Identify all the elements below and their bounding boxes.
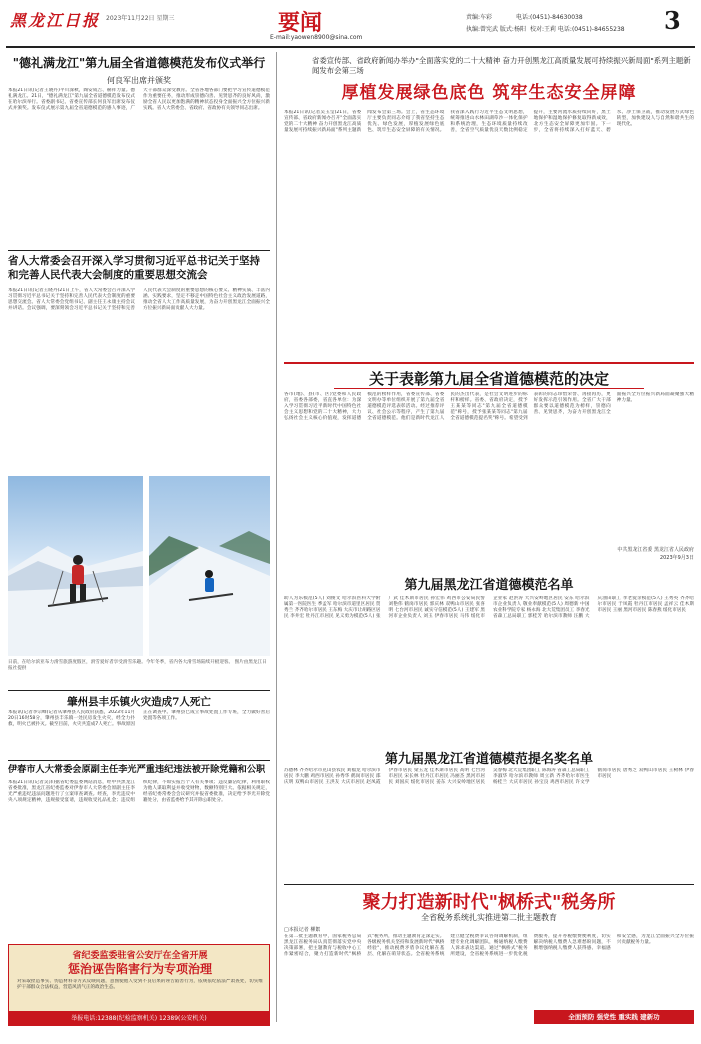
list1-body: 助人为乐模范(5人) 刘俊文 哈尔滨医科大学附属第一医院医生 季孟军 哈尔滨市道里区居民 贺秀兰 齐齐哈尔市居民 王东梅 大庆市让胡路区居民 李井宏 牡丹江市居民 见义勇为模范(5人) 张广武 佳木斯市居民 孙宏伟 鸡西市公安局民警 刘艳伟 鹤岗市居民 郭庆林 双鸭山市居民 张喜明 七台河市居民 诚实守信模范(5人) 王建军 黑河市企业负责人 刘玉 伊春市居民 马伟 绥化市企业家 赵洪涛 大兴安岭地区居民 安东 哈尔滨市企业负责人 敬业奉献模范(5人) 周德新 中国农业科学院专家 杨永海 北大荒集团员工 李春光 省森工总局职工 郭桂芳 哈尔滨市教师 汪鹏 大庆油田职工 孝老爱亲模范(5人) 王秀英 齐齐哈尔市居民 于凤霞 牡丹江市居民 孟祥云 佳木斯市居民 王丽 黑河市居民 陈春燕 绥化市居民 xyxy=(284,596,694,619)
ad-phones: 举报电话:12388(纪检监察机关) 12389(公安机关) xyxy=(9,1011,269,1026)
left-column xyxy=(8,56,270,1028)
list1-title: 第九届黑龙江省道德模范名单 xyxy=(404,578,574,593)
story6-date: 2023年9月3日 xyxy=(659,555,694,561)
anti-false-accusation-ad xyxy=(8,944,270,1026)
story6-body: 各市(地)、县(市、区)党委和人民政府，省委各部委，省直各单位：为深入学习贯彻习近平新时代中国特色社会主义思想和党的二十大精神，大力弘扬社会主义核心价值观，发挥道德模范的榜样作用，省委宣传部、省委文明办等单位组织开展了第九届全省道德模范评选表彰活动。经过推荐评议、社会公示等程序，产生了第九届全省道德模范。他们是新时代龙江人民的杰出代表，是社会文明进步的标杆和榜样。省委、省政府决定，授予王某某等同志"第九届全省道德模范"称号，授予张某某等同志"第九届全省道德模范提名奖"称号。希望受到表彰的同志珍惜荣誉、再接再厉，更好发挥示范引领作用。全省广大干部群众要以道德模范为榜样，崇德向善、见贤思齐，为奋力开创黑龙江全面振兴全方位振兴新局面凝聚强大精神力量。 xyxy=(284,392,694,421)
story7-subtitle: 全省税务系统扎实推进第二批主题教育 xyxy=(421,913,557,922)
story5-body: 本报21日讯(记者吴玉莹)21日，省委宣传部、省政府新闻办召开"全面落实党的二十大精神 奋力开创黑龙江高质量发展可持续振兴新局面"系列主题新闻发布会第三场。会上，省生态环境厅主要负责同志介绍了我省坚持生态优先、绿色发展，厚植发展绿色底色、筑牢生态安全屏障的有关情况。我省深入践行习近平生态文明思想，统筹推进山水林田湖草沙一体化保护和系统治理，生态环境质量持续改善，全省空气质量优良天数比例稳定提升，主要河流水质持续向好，黑土地保护和湿地保护修复取得新成效，北方生态安全屏障更加牢固。下一步，全省将持续深入打好蓝天、碧水、净土保卫战，推动发展方式绿色转型，加快建设人与自然和谐共生的现代化。 xyxy=(284,110,694,133)
ski-photo xyxy=(8,476,143,656)
story7-byline: □本报记者 柳絮 xyxy=(284,927,321,933)
footer-slogan: 全面预防 强党性 重实践 建新功 xyxy=(534,1010,694,1024)
divider xyxy=(334,388,644,389)
story4-title: 伊春市人大常委会原副主任李光严重违纪违法被开除党籍和公职 xyxy=(8,764,266,775)
page-number: 3 xyxy=(664,6,681,35)
story7-body: 在第二批主题教育中，国家税务总局黑龙江省税务局认真贯彻落实党中央决策部署，把主题教育与税收中心工作紧密结合，聚力打造新时代"枫桥式"税务所，推动主题教育走深走实。各级税务机关坚持和发展新时代"枫桥经验"，推动税费矛盾争议化解在基层、化解在萌芽状态。全省税务系统建立健全税费争议咨询调解机制，组建专业化调解团队，畅通纳税人缴费人诉求表达渠道。通过"枫桥式"税务所建设，全省税务系统进一步优化税费服务，提升办税缴费便利度，切实解决纳税人缴费人急难愁盼问题，不断增强纳税人缴费人获得感、幸福感和安全感，为龙江全面振兴全方位振兴贡献税务力量。 xyxy=(284,934,694,957)
story3-title: 肇州县丰乐镇火灾造成7人死亡 xyxy=(67,696,211,708)
story6-title: 关于表彰第九届全省道德模范的决定 xyxy=(368,370,609,388)
photo-caption: 日前，在哈尔滨亚布力滑雪旅游度假区，滑雪爱好者享受滑雪乐趣。今年冬季，省内各大滑雪场陆续开板迎客。 图片由黑龙江日报社提供 xyxy=(8,660,267,671)
right-column xyxy=(284,52,694,1024)
story7-title: 聚力打造新时代"枫桥式"税务所 xyxy=(362,892,616,913)
date-line: 2023年11月22日 星期三 xyxy=(106,15,175,22)
story4-body: 本报21日讯(记者吴泽)据省纪委监委网站消息，经中共黑龙江省委批准，黑龙江省纪委监委对伊春市人大常委会原副主任李光严重违纪违法问题进行了立案审查调查。经查，李光违反中央八项规定精神，违规接受宴请，违规收受礼品礼金；违反组织纪律，不如实报告个人有关事项；违反廉洁纪律，利用职权为他人谋取利益并收受财物，数额特别巨大。依据相关规定，经省纪委常委会会议研究并报省委批准，决定给予李光开除党籍处分，由省监委给予其开除公职处分。 xyxy=(8,780,270,803)
list2-title: 第九届黑龙江省道德模范提名奖名单 xyxy=(384,752,593,767)
story1-body: 本报21日讯(记者王晓丹)平川深秋，陶安成吉、赫祥力量。德礼满龙江。21日，"德礼满龙江"第九届全省道德模范发布仪式在哈尔滨举行。省委副书记、省委宣传部长何良军出席发布仪式并颁奖。发布仪式展示第九届全省道德模范的感人事迹，广大干部群众深受教育。全省各地各部门要把学习宣传道德模范作为重要任务，推动形成崇德向善、见贤思齐的良好风尚，激励全省人民以更加饱满的精神状态投身全面振兴全方位振兴新实践。省人大常委会、省政府、省政协有关领导同志出席。 xyxy=(8,88,270,111)
section-email: E-mail:yaowen8900@sina.com xyxy=(270,34,363,41)
story5-title: 厚植发展绿色底色 筑牢生态安全屏障 xyxy=(341,83,637,103)
divider xyxy=(284,884,694,885)
story5-kicker: 省委宣传部、省政府新闻办举办"全面落实党的二十大精神 奋力开创黑龙江高质量发展可持续振兴新局面"系列主题新闻发布会第三场 xyxy=(312,56,691,75)
masthead-rule xyxy=(6,46,695,48)
editor: 责编:车彩 xyxy=(466,14,493,21)
divider xyxy=(8,690,270,691)
story3-body: 本报讯(记者李宗峰)记者从肇州县人民政府获悉，2023年11月20日16时58分，肇州县丰乐镇一处民房发生火灾，经全力扑救，明火已被扑灭。截至目前，火灾共造成7人死亡。事故原因正在调查中。肇州县已成立事故处置工作专班，全力做好善后处置等各项工作。 xyxy=(8,710,270,727)
skier-icon xyxy=(8,476,143,656)
ad-body: 对采取捏造事实、伪造材料等方式反映问题，意图使他人受到不良后果的诬告陷害行为，依规依纪依法严肃查处，切实维护干部群众合法权益，营造风清气正的政治生态。 xyxy=(17,979,263,990)
story6-sign: 中共黑龙江省委 黑龙江省人民政府 xyxy=(617,547,694,553)
layout-credit: 执编:曾宪武 版式:杨阳 xyxy=(466,26,526,33)
story1-title: "德礼满龙江"第九届全省道德模范发布仪式举行 xyxy=(12,56,266,70)
divider xyxy=(8,760,270,761)
column-separator xyxy=(276,52,277,1022)
story2-body: 本报21日讯(记者王晓丹)21日上午，省人大常委会召开深入学习贯彻习近平总书记关于坚持和完善人民代表大会制度的重要思想交流会。省人大常委会党组书记、副主任王永康主持会议并讲话。会议强调，要深刻领会习近平总书记关于坚持和完善人民代表大会制度的重要思想的核心要义、精神实质、丰富内涵、实践要求，坚定不移走中国特色社会主义政治发展道路，推动全省人大工作高质量发展，为奋力开创黑龙江全面振兴全方位振兴新局面贡献人大力量。 xyxy=(8,288,270,311)
phone-editor: 电话:(0451)-84630038 xyxy=(516,14,583,21)
ad-title: 省纪委监委驻省公安厅在全省开展 xyxy=(72,951,208,961)
section-title: 要闻 xyxy=(278,10,323,36)
list2-body: 苏德林 齐齐哈尔市克山县农民 刘福龙 哈尔滨市居民 李大鹏 鸡西市居民 孙秀华 鹤岗市居民 邵庆明 双鸭山市居民 王洪友 大庆市居民 赵凤霞 伊春市居民 梁玉龙 佳木斯市居民 高明 七台河市居民 宋长林 牡丹江市居民 冯丽杰 黑河市居民 刘国庆 绥化市居民 姜东 大兴安岭地区居民 吴春梅 北大荒集团职工 陈海涛 省森工总局职工 李淑华 哈尔滨市教师 周立新 齐齐哈尔市医生 杨桂兰 大庆市居民 孙宝良 鸡西市居民 许文学 鹤岗市居民 唐秀芝 双鸭山市居民 王树林 伊春市居民 xyxy=(284,768,694,785)
story1-subtitle: 何良军出席并颁奖 xyxy=(107,76,171,85)
snow-slope-icon xyxy=(149,476,270,656)
masthead xyxy=(8,6,694,46)
proof-credit: 校对:王莉 电话:(0451)-84655238 xyxy=(530,26,625,33)
story2-title: 省人大常委会召开深入学习贯彻习近平总书记关于坚持和完善人民代表大会制度的重要思想交流会 xyxy=(8,255,260,281)
divider xyxy=(8,250,270,251)
ski-photo-2 xyxy=(149,476,270,656)
ad-subtitle: 惩治诬告陷害行为专项治理 xyxy=(67,962,212,976)
divider xyxy=(284,362,694,364)
paper-name: 黑龙江日报 xyxy=(10,11,101,30)
